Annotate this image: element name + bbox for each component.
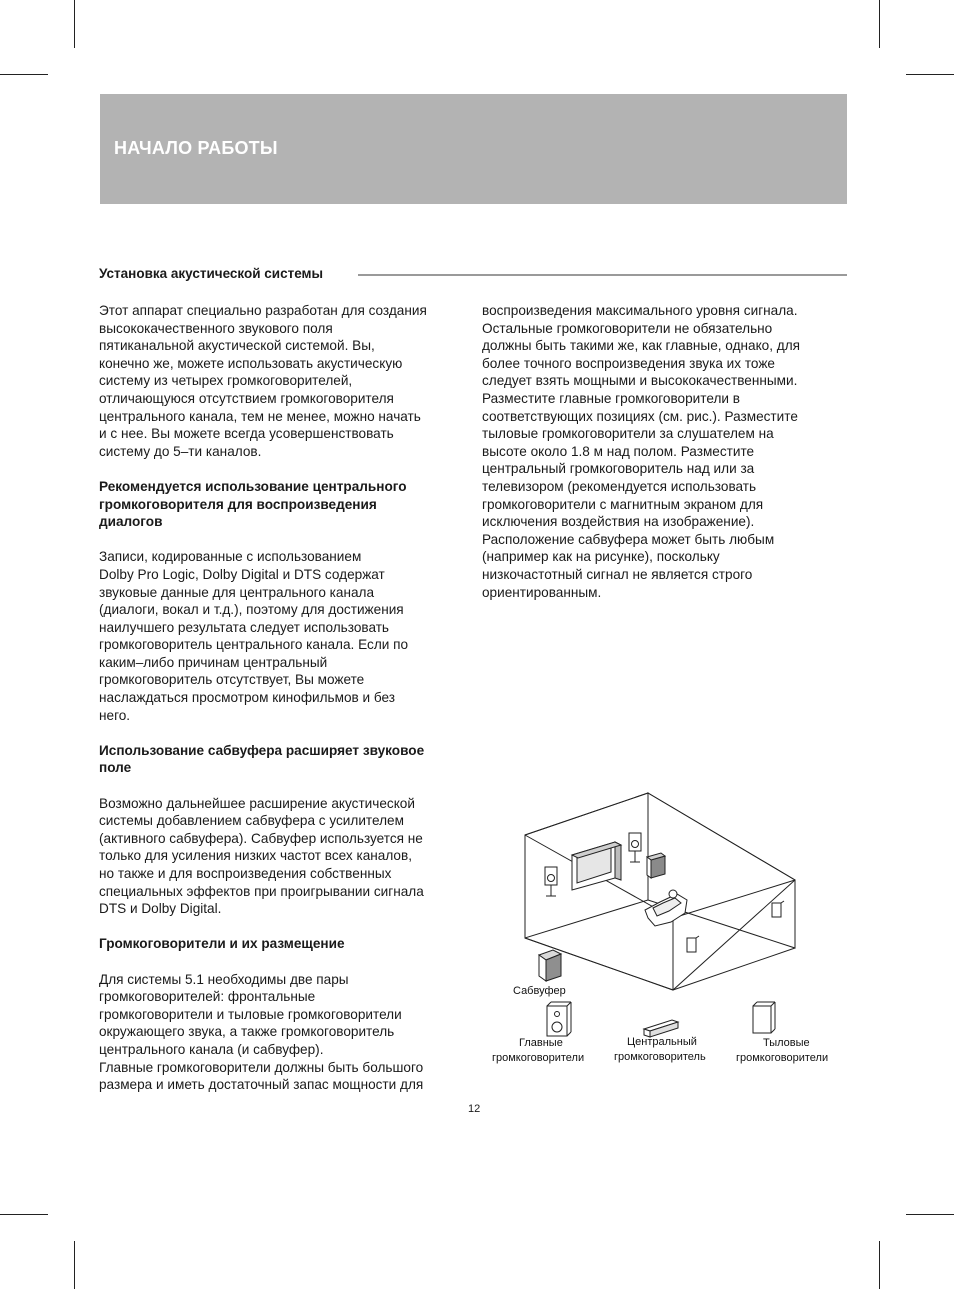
rear-speakers-label-line2: громкоговорители — [736, 1052, 829, 1064]
crop-mark — [0, 74, 48, 75]
placement-paragraph-continued: воспроизведения максимального уровня сигнала. Остальные громкоговорители не обязательно должны быть такими же, как главные, однако, для более точного воспроизведения звука их тоже следует взять мощными и высококачественными. Разместите главные громкоговорители в соответствующих позициях (см. рис.). Разместите тыловые громкоговорители за слушателем на высоте около 1.8 м над полом. Разместите центральный громкоговоритель над или за телевизором (рекомендуется использовать громкоговорители с магнитным экраном для исключения воздействия на изображение). Расположение сабвуфера может быть любым (например как на рисунке), поскольку низкочастотный сигнал не является строго ориентированным. — [482, 303, 801, 600]
listener-chair-icon — [645, 890, 687, 926]
crop-mark — [879, 1241, 880, 1289]
center-speaker-paragraph: Записи, кодированные с использованием Dolby Pro Logic, Dolby Digital и DTS содержат звуковые данные для центрального канала (диалоги, вокал и т.д.), поэтому для достижения наилучшего результата следует использовать громкоговоритель центрального канала. Если по каким–либо причинам центральный громкоговоритель отсутствует, Вы можете наслаждаться просмотром кинофильмов и без него. — [99, 549, 409, 723]
section-title: Установка акустической системы — [99, 266, 324, 281]
placement-heading: Громкоговорители и их размещение — [99, 936, 345, 952]
crop-mark — [906, 74, 954, 75]
crop-mark — [0, 1214, 48, 1215]
subwoofer-label: Сабвуфер — [513, 985, 566, 997]
front-right-speaker-icon — [629, 833, 641, 862]
crop-mark — [74, 1241, 75, 1289]
legend-subwoofer-icon — [539, 950, 561, 981]
header-band — [100, 94, 847, 204]
section-rule — [358, 274, 847, 276]
main-speakers-label-line1: Главные — [519, 1037, 563, 1049]
crop-mark — [906, 1214, 954, 1215]
left-column — [99, 302, 469, 1094]
rear-right-speaker-icon — [772, 901, 784, 917]
rear-left-speaker-icon — [687, 936, 699, 952]
crop-mark — [74, 0, 75, 48]
center-speaker-heading: Рекомендуется использование центрального громкоговорителя для воспроизведения диалогов — [99, 478, 407, 530]
main-speakers-label-line2: громкоговорители — [492, 1052, 585, 1064]
legend-rear-speaker-icon — [753, 1002, 775, 1033]
subwoofer-heading: Использование сабвуфера расширяет звуковое поле — [99, 742, 425, 776]
placement-paragraph: Для системы 5.1 необходимы две пары громкоговорителей: фронтальные громкоговорители и тыловые громкоговорители окружающего звука, а также громкоговоритель центрального канала (и сабвуфер). Главные громкоговорители должны быть большого размера и иметь достаточный запас мощности для — [99, 971, 424, 1093]
crop-mark — [879, 0, 880, 48]
front-left-speaker-icon — [545, 867, 557, 896]
room-subwoofer-icon — [647, 853, 665, 878]
legend-main-speaker-icon — [547, 1002, 571, 1036]
tv-icon — [572, 842, 621, 890]
rear-speakers-label-line1: Тыловые — [763, 1037, 810, 1049]
right-column — [482, 302, 847, 601]
legend-center-speaker-icon — [644, 1020, 678, 1037]
page-number: 12 — [468, 1103, 481, 1115]
subwoofer-paragraph: Возможно дальнейшее расширение акустической системы добавлением сабвуфера с усилителем (активного сабвуфера). Сабвуфер используется не только для усиления низких частот всех каналов, но также и для воспроизведения собственных специальных эффектов при проигрывании сигнала DTS и Dolby Digital. — [99, 795, 424, 917]
center-speaker-label-line1: Центральный — [627, 1036, 697, 1048]
room-outline — [525, 793, 795, 990]
room-right-wall — [648, 793, 795, 948]
intro-paragraph: Этот аппарат специально разработан для создания высококачественного звукового поля пятиканальной акустической системой. Вы, конечно же, можете использовать акустическую систему из четырех громкоговорителей, отличающуюся отсутствием громкоговорителя центрального канала, тем не менее, можно начать и с нее. Вы можете всегда усовершенствовать систему до 5–ти каналов. — [99, 303, 427, 459]
center-speaker-label-line2: громкоговоритель — [614, 1051, 706, 1063]
page-title: НАЧАЛО РАБОТЫ — [114, 138, 278, 158]
speaker-placement-diagram — [485, 790, 847, 1070]
